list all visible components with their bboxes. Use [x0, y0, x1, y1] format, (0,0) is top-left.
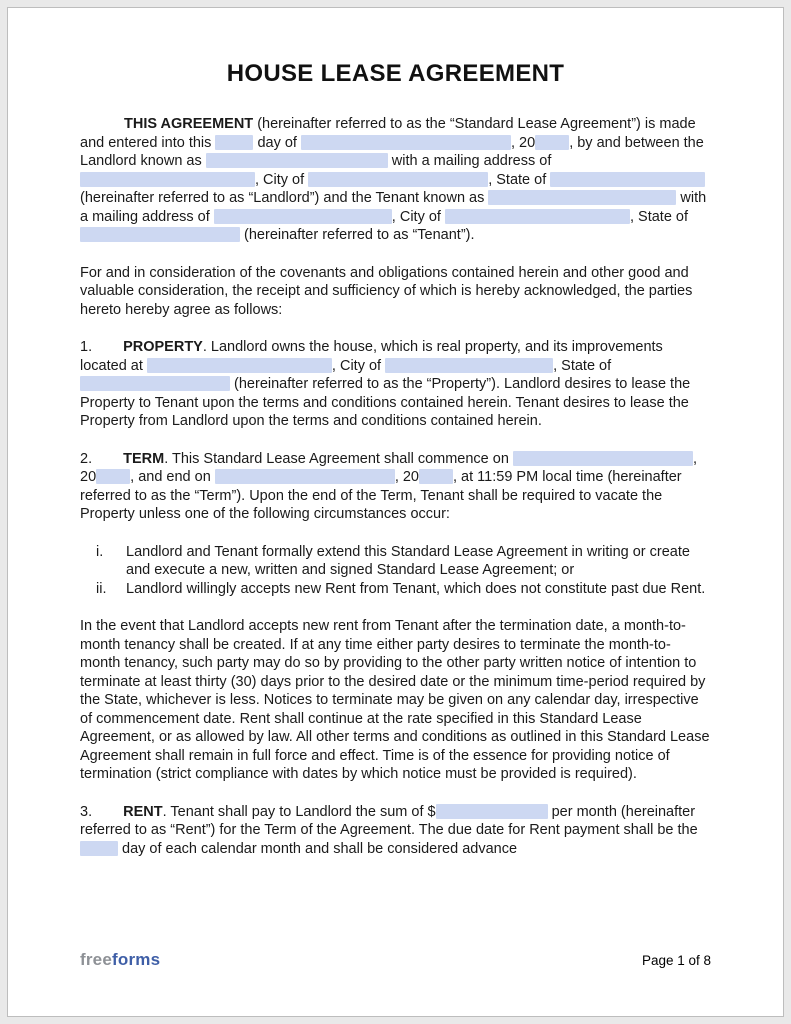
document-title: HOUSE LEASE AGREEMENT [226, 60, 565, 87]
list-item-ii [96, 580, 711, 599]
tab-spacer [92, 350, 123, 351]
freeforms-logo [80, 950, 160, 970]
tab-spacer [92, 815, 123, 816]
logo-text-forms: forms [112, 950, 161, 969]
blank-field-tenant-name[interactable] [488, 190, 676, 205]
blank-field-tenant-address[interactable] [214, 209, 392, 224]
logo-text-free: free [80, 950, 112, 969]
blank-field-tenant-state[interactable] [80, 227, 240, 242]
blank-field-landlord-city[interactable] [308, 172, 488, 187]
blank-field-property-address[interactable] [147, 358, 332, 373]
blank-field-agreement-day[interactable] [215, 135, 253, 150]
paragraph-consideration: For and in consideration of the covenants and obligations contained herein and other good and valuable consideration, the receipt and sufficiency of which is hereby acknowledged, the parties hereto hereby agree as follows: [80, 264, 693, 318]
list-item-text: Landlord willingly accepts new Rent from Tenant, which does not constitute past due Rent. [126, 580, 706, 597]
blank-field-property-city[interactable] [385, 358, 553, 373]
tab-spacer [92, 462, 123, 463]
blank-field-agreement-year[interactable] [535, 135, 569, 150]
blank-field-property-state[interactable] [80, 376, 230, 391]
blank-field-tenant-city[interactable] [445, 209, 630, 224]
bold-text: RENT [123, 803, 163, 820]
blank-field-end-year[interactable] [419, 469, 453, 484]
list-marker: ii. [96, 580, 107, 597]
clause-term: 2. TERM. This Standard Lease Agreement shall commence on , 20 , and end on , 20 , at 11:59 PM local time (hereinafter referred to as the “Term”). Upon the end of the Term, Tenant shall be required to vacate the Property unless one of the following circumstances occur: [80, 450, 697, 522]
tab-spacer [80, 127, 124, 128]
blank-field-landlord-name[interactable] [206, 153, 388, 168]
bold-text: TERM [123, 450, 165, 467]
blank-field-commencement-year[interactable] [96, 469, 130, 484]
blank-field-rent-amount[interactable] [436, 804, 548, 819]
blank-field-landlord-state[interactable] [550, 172, 705, 187]
list-item-text: Landlord and Tenant formally extend this Standard Lease Agreement in writing or create and execute a new, written and signed Standard Lease Agreement; or [126, 543, 690, 578]
blank-field-end-date[interactable] [215, 469, 395, 484]
clause-property: 1. PROPERTY. Landlord owns the house, which is real property, and its improvements located at , City of , State of (hereinafter referred to as the “Property”). Landlord desires to lease the Property to Tenant upon the terms and conditions contained herein. Tenant desires to lease the Property from Landlord upon the terms and conditions contained herein. [80, 339, 691, 429]
clause-rent: 3. RENT. Tenant shall pay to Landlord the sum of $ per month (hereinafter referred to as “Rent”) for the Term of the Agreement. The due date for Rent payment shall be the day of each calendar month and shall be considered advance [80, 803, 698, 857]
blank-field-commencement-date[interactable] [513, 451, 693, 466]
blank-field-landlord-address[interactable] [80, 172, 255, 187]
paragraph-opening: THIS AGREEMENT (hereinafter referred to as the “Standard Lease Agreement”) is made and entered into this day of , 20 , by and between the Landlord known as with a mailing address of , City of , State of (hereinafter referred to as “Landlord”) and the Tenant known as with a mailing address of , City of , State of (hereinafter referred to as “Tenant”). [80, 116, 707, 243]
term-conditions-list [96, 543, 711, 599]
page-number: Page 1 of 8 [641, 953, 711, 968]
bold-text: THIS AGREEMENT [124, 116, 254, 132]
paragraph-holdover: In the event that Landlord accepts new rent from Tenant after the termination date, a month-to-month tenancy shall be created. If at any time either party desires to terminate the month-to-month tenancy, such party may do so by providing to the other party written notice of intention to terminate at least thirty (30) days prior to the desired date or the minimum time-period required by the State, whichever is less. Notices to terminate may be given on any calendar day, irrespective of commencement date. Rent shall continue at the rate specified in this Standard Lease Agreement, or as allowed by law. All other terms and conditions as outlined in this Standard Lease Agreement shall remain in full force and effect. Time is of the essence for providing notice of termination (strict compliance with dates by which notice must be provided is required). [80, 618, 710, 782]
bold-text: PROPERTY [123, 339, 203, 355]
page-footer [80, 950, 711, 970]
document-page [7, 7, 784, 1017]
list-marker: i. [96, 543, 104, 560]
blank-field-rent-due-day[interactable] [80, 841, 118, 856]
blank-field-agreement-month[interactable] [301, 135, 511, 150]
list-item-i [96, 543, 711, 580]
